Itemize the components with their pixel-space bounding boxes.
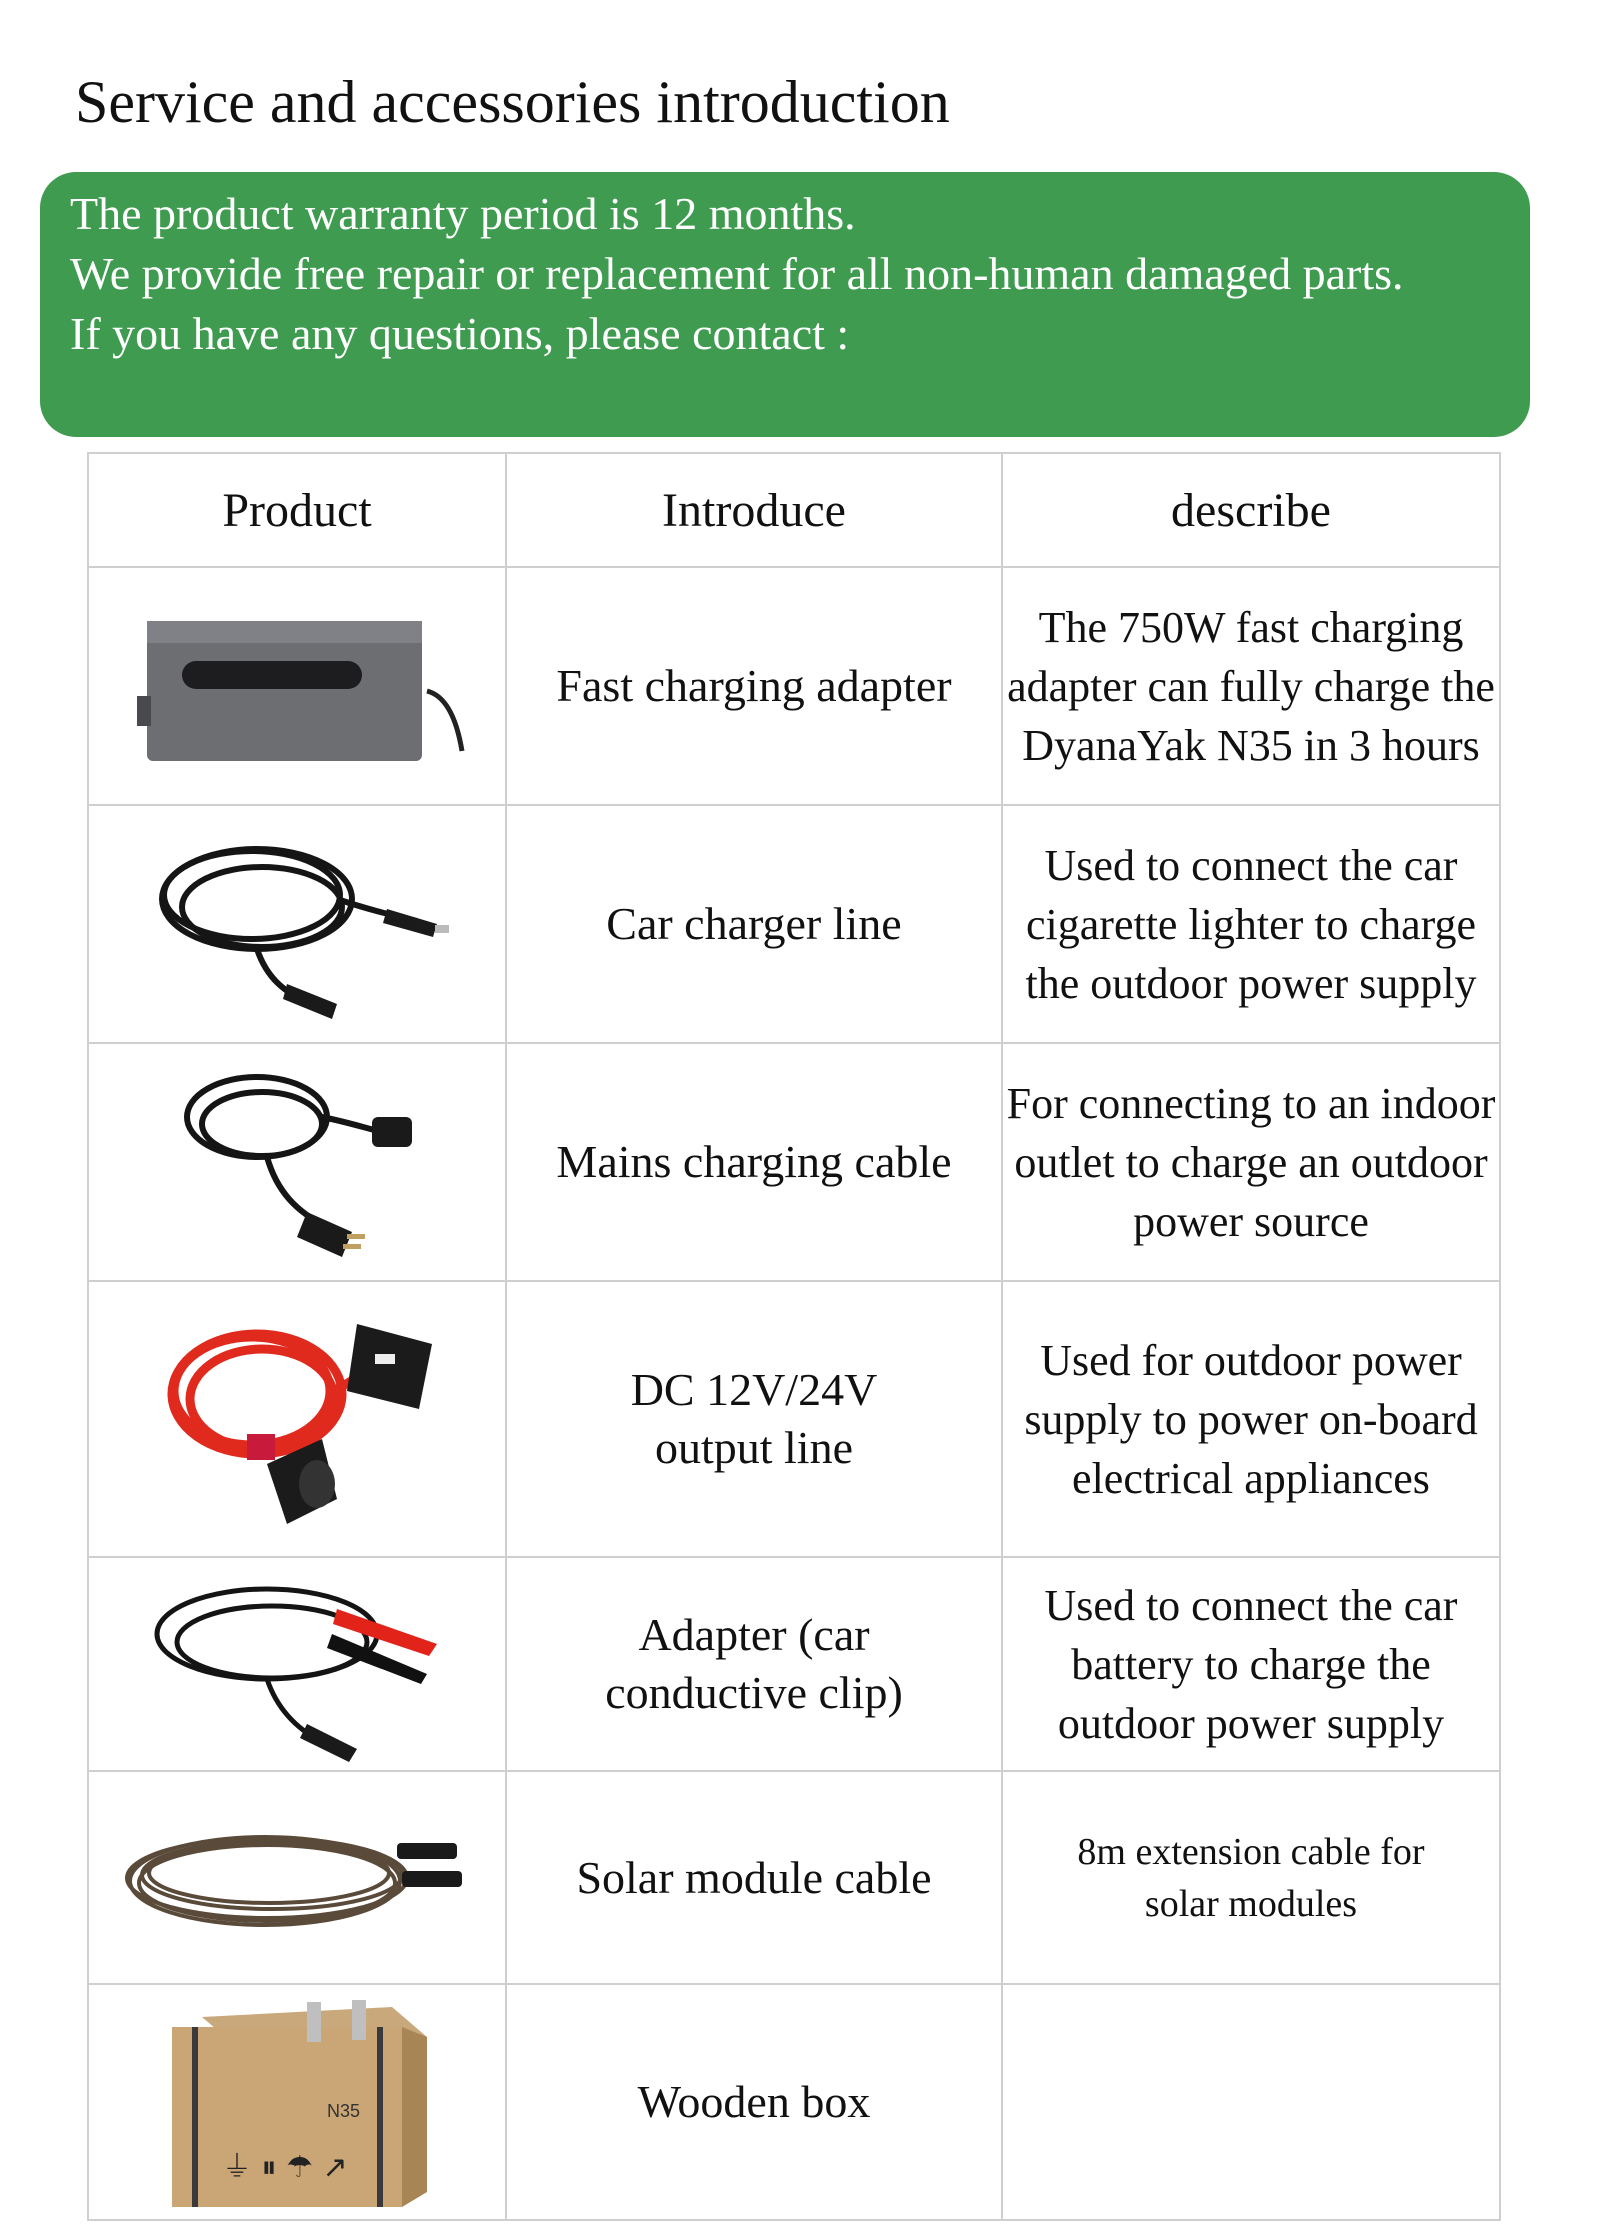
describe-text: 8m extension cable for solar modules — [1077, 1830, 1425, 1925]
intro-text: Adapter (car conductive clip) — [605, 1609, 903, 1718]
intro-cell: Wooden box — [506, 1984, 1002, 2220]
product-image-cell — [88, 567, 506, 805]
table-header-row — [88, 453, 1500, 567]
intro-text: DC 12V/24V output line — [630, 1364, 878, 1473]
table-row — [88, 1557, 1500, 1771]
header-introduce: Introduce — [506, 453, 1002, 567]
car-charger-cable-icon — [137, 829, 457, 1019]
intro-cell — [506, 1281, 1002, 1557]
accessories-table — [87, 452, 1501, 2221]
intro-cell: Fast charging adapter — [506, 567, 1002, 805]
table-row — [88, 567, 1500, 805]
intro-cell: Mains charging cable — [506, 1043, 1002, 1281]
describe-cell — [1002, 1771, 1500, 1984]
describe-cell — [1002, 1984, 1500, 2220]
describe-cell: Used to connect the car cigarette lighter to charge the outdoor power supply — [1002, 805, 1500, 1043]
product-image-cell — [88, 1043, 506, 1281]
product-image-cell — [88, 1281, 506, 1557]
table-row — [88, 1984, 1500, 2220]
product-image-cell — [88, 805, 506, 1043]
dc-output-cable-icon — [147, 1299, 447, 1539]
product-image-cell — [88, 1771, 506, 1984]
product-image-cell — [88, 1557, 506, 1771]
battery-clip-cable-icon — [137, 1564, 457, 1764]
table-row — [88, 1281, 1500, 1557]
intro-cell: Car charger line — [506, 805, 1002, 1043]
warranty-line: The product warranty period is 12 months. — [70, 188, 856, 239]
product-image-cell — [88, 1984, 506, 2220]
describe-cell: Used for outdoor power supply to power on-board electrical appliances — [1002, 1281, 1500, 1557]
intro-cell — [506, 1557, 1002, 1771]
charging-adapter-icon — [127, 601, 467, 771]
page-title: Service and accessories introduction — [75, 69, 950, 135]
table-row — [88, 1771, 1500, 1984]
solar-cable-icon — [117, 1813, 477, 1943]
describe-cell: Used to connect the car battery to charge the outdoor power supply — [1002, 1557, 1500, 1771]
contact-line: If you have any questions, please contact : — [70, 308, 850, 359]
intro-cell: Solar module cable — [506, 1771, 1002, 1984]
header-describe: describe — [1002, 453, 1500, 567]
header-product: Product — [88, 453, 506, 567]
box-handling-symbols: ⏚ ⏸ ☂ ↗ — [222, 2150, 348, 2185]
box-model-label: N35 — [327, 2101, 361, 2121]
wooden-box-icon — [162, 1992, 432, 2212]
table-row — [88, 805, 1500, 1043]
describe-cell: The 750W fast charging adapter can fully charge the DyanaYak N35 in 3 hours — [1002, 567, 1500, 805]
repair-line: We provide free repair or replacement for all non-human damaged parts. — [70, 248, 1404, 299]
describe-cell: For connecting to an indoor outlet to charge an outdoor power source — [1002, 1043, 1500, 1281]
mains-cable-icon — [167, 1062, 427, 1262]
warranty-banner — [40, 172, 1530, 437]
table-row — [88, 1043, 1500, 1281]
